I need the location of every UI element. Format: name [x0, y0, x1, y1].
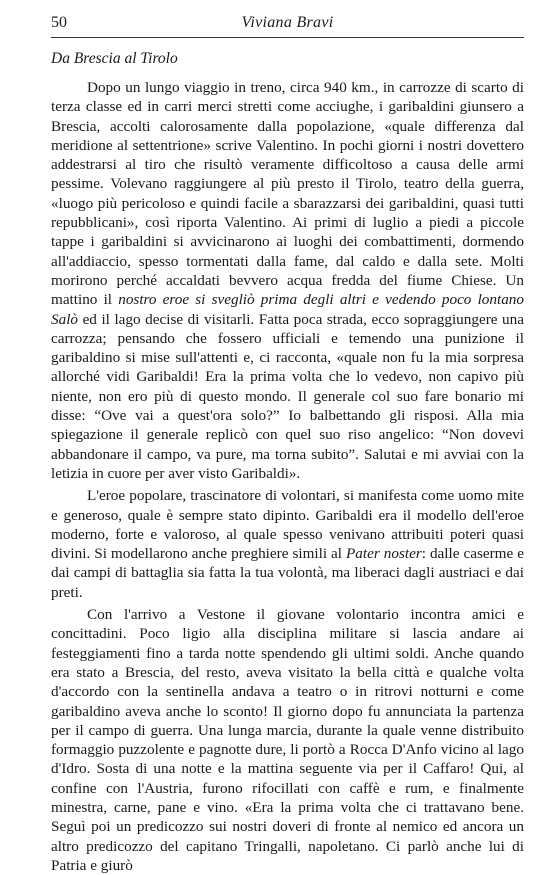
- running-head: Viviana Bravi: [241, 14, 334, 31]
- page-header: [51, 14, 524, 36]
- paragraph-1-text-b: ed il lago decise di visitarli. Fatta poca strada, ecco sopraggiungere una carrozza; pensando che fossero ufficiali e temendo una punizione il garibaldino si mise sull'attenti e, ci racconta, «quale non fu la mia sorpresa allorché vidi Garibaldi! Era la prima volta che lo vedevo, non capivo più niente, non ero più di questo mondo. Il generale col suo fare bonario mi disse: “Ove vai a quest'ora solo?” Io balbettando gli risposi. Alla mia spiegazione il generale replicò con quel suo riso angelico: “Non dovevi abbandonare il campo, va pure, ma torna subito”. Salutai e mi avviai con la letizia in cuore per aver visto Garibaldi».: [51, 310, 524, 482]
- page-number: 50: [51, 14, 67, 31]
- paragraph-2-italic: Pater noster: [346, 545, 422, 563]
- paragraph-1-italic: nostro eroe si svegliò prima degli altri e vedendo poco lontano Salò: [51, 291, 524, 328]
- paragraph-3-text-a: Con l'arrivo a Vestone il giovane volontario incontra amici e concittadini. Poco ligio alla disciplina militare si lascia andare ai festeggiamenti fino a tarda notte spendendo gli ultimi soldi. Anche quando era stato a Brescia, del resto, aveva visitato la bella città e qualche volta d'accordo con la sentinella andava a teatro o in ritrovi notturni e come garibaldino aveva anche lo sconto! Il giorno dopo fu annunciata la partenza per il campo di guerra. Una lunga marcia, durante la quale venne distribuito formaggio puzzolente e pagnotte dure, li portò a Rocca D'Anfo vicino al lago d'Idro. Sosta di una notte e la mattina seguente via per il Caffaro! Qui, al confine con l'Austria, furono rifocillati con caffè e rum, e finalmente minestra, carne, pane e vino. «Era la prima volta che ci trattavano bene. Seguì poi un predicozzo sui nostri doveri di fronte al nemico ed ancora un altro predicozzo del capitano Tringalli, napoletano. Ci parlò anche lui di Patria e giurò: [51, 606, 524, 874]
- section-title: Da Brescia al Tirolo: [51, 50, 178, 67]
- paragraph-2-text-b: : dalle caserme e dai campi di battaglia sia fatta la tua volontà, ma liberaci dagli austriaci e dai preti.: [51, 545, 524, 601]
- paragraph-2-text-a: L'eroe popolare, trascinatore di volontari, si manifesta come uomo mite e generoso, quale è sempre stato dipinto. Garibaldi era il modello dell'eroe moderno, forte e valoroso, al quale spesso venivano attribuiti poteri quasi divini. Si modellarono anche preghiere simili al: [51, 487, 524, 563]
- paragraph-3: [51, 605, 524, 875]
- paragraph-2: [51, 486, 524, 602]
- body-text: [51, 78, 524, 875]
- paragraph-1: [51, 78, 524, 483]
- header-rule: [51, 37, 524, 38]
- paragraph-1-text-a: Dopo un lungo viaggio in treno, circa 940 km., in carrozze di scarto di terza classe ed in carri merci stretti come acciughe, i garibaldini giunsero a Brescia, accolti calorosamente dalla popolazione, «quale differenza dal meridione al settentrione» scrive Valentino. In pochi giorni i nostri dovettero addestrarsi al tiro che risultò veramente difficoltoso a causa delle armi pessime. Volevano raggiungere al più presto il Tirolo, teatro della guerra, «luogo più pericoloso e quindi facile a sbarazzarsi dei garibaldini, quasi tutti repubblicani», così riporta Valentino. Ai primi di luglio a piedi a piccole tappe i garibaldini si avvicinarono ai luoghi dei combattimenti, dormendo all'addiaccio, spesso tormentati dalla fame, dal caldo e dalla sete. Molti morirono perché accaldati bevvero acqua fredda del fiume Chiese. Un mattino il: [51, 79, 524, 309]
